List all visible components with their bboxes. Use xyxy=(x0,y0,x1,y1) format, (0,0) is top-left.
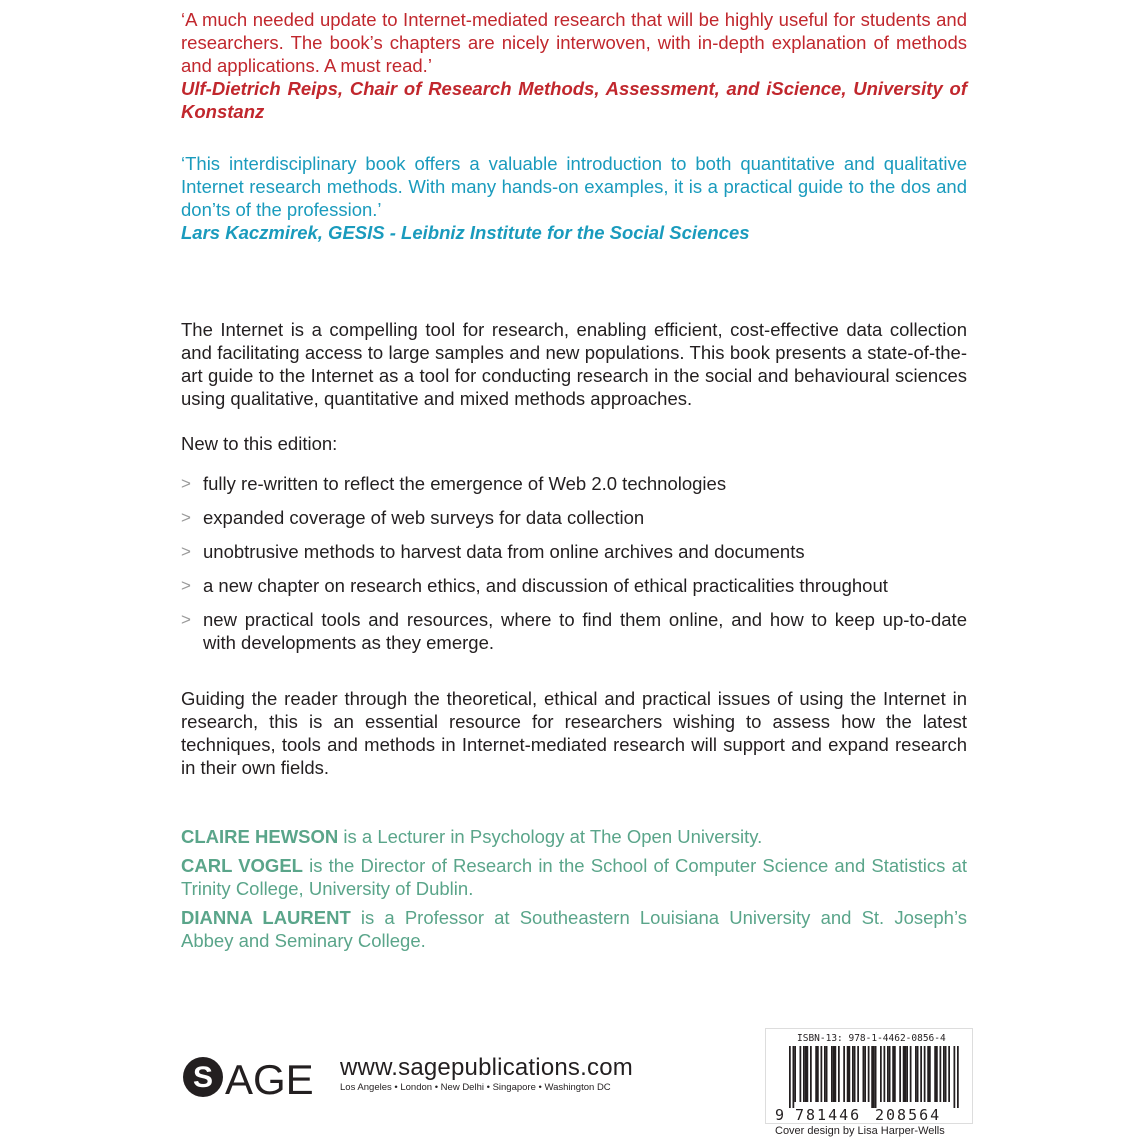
barcode-bar xyxy=(929,1046,931,1102)
chevron-right-icon: > xyxy=(181,610,191,629)
chevron-right-icon: > xyxy=(181,474,191,493)
review-quote-2-attribution: Lars Kaczmirek, GESIS - Leibniz Institute for the Social Sciences xyxy=(181,222,750,243)
chevron-right-icon: > xyxy=(181,508,191,527)
barcode-bar xyxy=(793,1046,795,1108)
barcode-bar xyxy=(892,1046,894,1102)
barcode-bar xyxy=(805,1046,807,1102)
barcode-bar xyxy=(815,1046,817,1102)
barcode-bar xyxy=(849,1046,851,1102)
barcode-bar xyxy=(843,1046,845,1102)
barcode-bar xyxy=(868,1046,870,1102)
barcode-digit-lead: 9 xyxy=(775,1106,785,1122)
barcode-bar xyxy=(826,1046,828,1102)
review-quote-1 xyxy=(181,8,967,123)
review-quote-2-text: ‘This interdisciplinary book offers a valuable introduction to both quantitative and qualitative Internet research methods. With many hands-on examples, it is a practical guide to the dos and don’ts of the profession.’ xyxy=(181,153,967,220)
barcode-bar xyxy=(800,1046,802,1102)
intro-paragraph: The Internet is a compelling tool for research, enabling efficient, cost-effective data collection and facilitating access to large samples and new populations. This book presents a state-of-the-art guide to the Internet as a tool for conducting research in the social and behavioural sciences using qualitative, quantitative and mixed methods approaches. xyxy=(181,319,967,409)
barcode-bar xyxy=(807,1046,809,1102)
barcode-bar xyxy=(948,1046,950,1102)
barcode-bar xyxy=(824,1046,826,1102)
new-edition-list xyxy=(181,472,967,665)
author-description: is a Professor at Southeastern Louisiana University and St. Joseph’s Abbey and Seminary College. xyxy=(181,907,967,951)
barcode-bar xyxy=(915,1046,917,1102)
barcode-bar xyxy=(871,1046,873,1108)
barcode-bar xyxy=(880,1046,882,1102)
barcode-bar xyxy=(835,1046,837,1102)
author-bio xyxy=(181,854,967,900)
barcode-bar xyxy=(833,1046,835,1102)
chevron-right-icon: > xyxy=(181,576,191,595)
list-item-text: a new chapter on research ethics, and discussion of ethical practicalities throughout xyxy=(203,575,888,596)
author-description: is a Lecturer in Psychology at The Open University. xyxy=(338,826,763,847)
barcode-bar xyxy=(852,1046,854,1102)
barcode-bars xyxy=(789,1046,959,1108)
barcode-bar xyxy=(957,1046,959,1108)
author-bio xyxy=(181,906,967,952)
barcode-bar xyxy=(838,1046,840,1102)
barcode-bar xyxy=(917,1046,919,1102)
barcode-bar xyxy=(863,1046,865,1102)
barcode-bar xyxy=(854,1046,856,1102)
barcode-bar xyxy=(810,1046,812,1102)
barcode-bar xyxy=(831,1046,833,1102)
list-item xyxy=(181,540,967,563)
barcode-bar xyxy=(943,1046,945,1102)
barcode-bar xyxy=(875,1046,877,1108)
barcode-bar xyxy=(857,1046,859,1102)
new-edition-heading: New to this edition: xyxy=(181,433,338,454)
sage-logo-wordmark: AGE xyxy=(225,1056,314,1102)
barcode-bar xyxy=(817,1046,819,1102)
barcode-bar xyxy=(936,1046,938,1102)
review-quote-2 xyxy=(181,152,967,244)
barcode-bar xyxy=(873,1046,875,1108)
guiding-paragraph: Guiding the reader through the theoretical, ethical and practical issues of using the Internet in research, this is an essential resource for researchers wishing to assess how the latest techniques, tools and methods in Internet-mediated research will support and expand research in their own fields. xyxy=(181,688,967,778)
author-bio xyxy=(181,825,967,848)
list-item xyxy=(181,506,967,529)
barcode-bar xyxy=(894,1046,896,1102)
barcode-bar xyxy=(887,1046,889,1102)
barcode-bar xyxy=(847,1046,849,1102)
barcode-bar xyxy=(821,1046,823,1102)
barcode-bar xyxy=(899,1046,901,1102)
list-item-text: expanded coverage of web surveys for data collection xyxy=(203,507,645,528)
list-item xyxy=(181,608,967,654)
isbn-label: ISBN-13: 978-1-4462-0856-4 xyxy=(797,1033,946,1044)
barcode-bar xyxy=(864,1046,866,1102)
barcode-digits-left: 781446 xyxy=(795,1106,862,1122)
barcode-bar xyxy=(903,1046,905,1102)
list-item xyxy=(181,472,967,495)
list-item-text: new practical tools and resources, where to find them online, and how to keep up-to-date with developments as they emerge. xyxy=(203,609,967,653)
author-name: CARL VOGEL xyxy=(181,855,303,876)
sage-logo-s: S xyxy=(192,1061,214,1094)
cover-design-credit: Cover design by Lisa Harper-Wells xyxy=(775,1125,945,1137)
barcode-bar xyxy=(934,1046,936,1102)
barcode-bar xyxy=(889,1046,891,1102)
publisher-cities: Los Angeles • London • New Delhi • Singapore • Washington DC xyxy=(340,1082,611,1093)
barcode-bar xyxy=(794,1046,796,1102)
barcode-bar xyxy=(927,1046,929,1102)
barcode-bar xyxy=(789,1046,791,1108)
author-name: DIANNA LAURENT xyxy=(181,907,351,928)
barcode-bar xyxy=(954,1046,956,1108)
barcode-bar xyxy=(906,1046,908,1102)
list-item-text: fully re-written to reflect the emergence of Web 2.0 technologies xyxy=(203,473,727,494)
sage-logo xyxy=(181,1052,331,1102)
publisher-url[interactable]: www.sagepublications.com xyxy=(340,1054,633,1081)
chevron-right-icon: > xyxy=(181,542,191,561)
barcode xyxy=(775,1046,965,1122)
barcode-bar xyxy=(940,1046,942,1102)
barcode-bar xyxy=(945,1046,947,1102)
barcode-bar xyxy=(905,1046,907,1102)
review-quote-1-attribution: Ulf-Dietrich Reips, Chair of Research Methods, Assessment, and iScience, University of Konstanz xyxy=(181,78,967,122)
barcode-bar xyxy=(924,1046,926,1102)
barcode-bar xyxy=(803,1046,805,1102)
barcode-bar xyxy=(884,1046,886,1102)
barcode-digits-right: 208564 xyxy=(875,1106,942,1122)
author-name: CLAIRE HEWSON xyxy=(181,826,339,847)
barcode-bar xyxy=(910,1046,912,1102)
author-bios xyxy=(181,825,967,958)
review-quote-1-text: ‘A much needed update to Internet-mediated research that will be highly useful for students and researchers. The book’s chapters are nicely interwoven, with in-depth explanation of methods and applications. A must read.’ xyxy=(181,9,967,76)
barcode-bar xyxy=(920,1046,922,1102)
list-item-text: unobtrusive methods to harvest data from online archives and documents xyxy=(203,541,805,562)
list-item xyxy=(181,574,967,597)
author-description: is the Director of Research in the School of Computer Science and Statistics at Trinity College, University of Dublin. xyxy=(181,855,967,899)
